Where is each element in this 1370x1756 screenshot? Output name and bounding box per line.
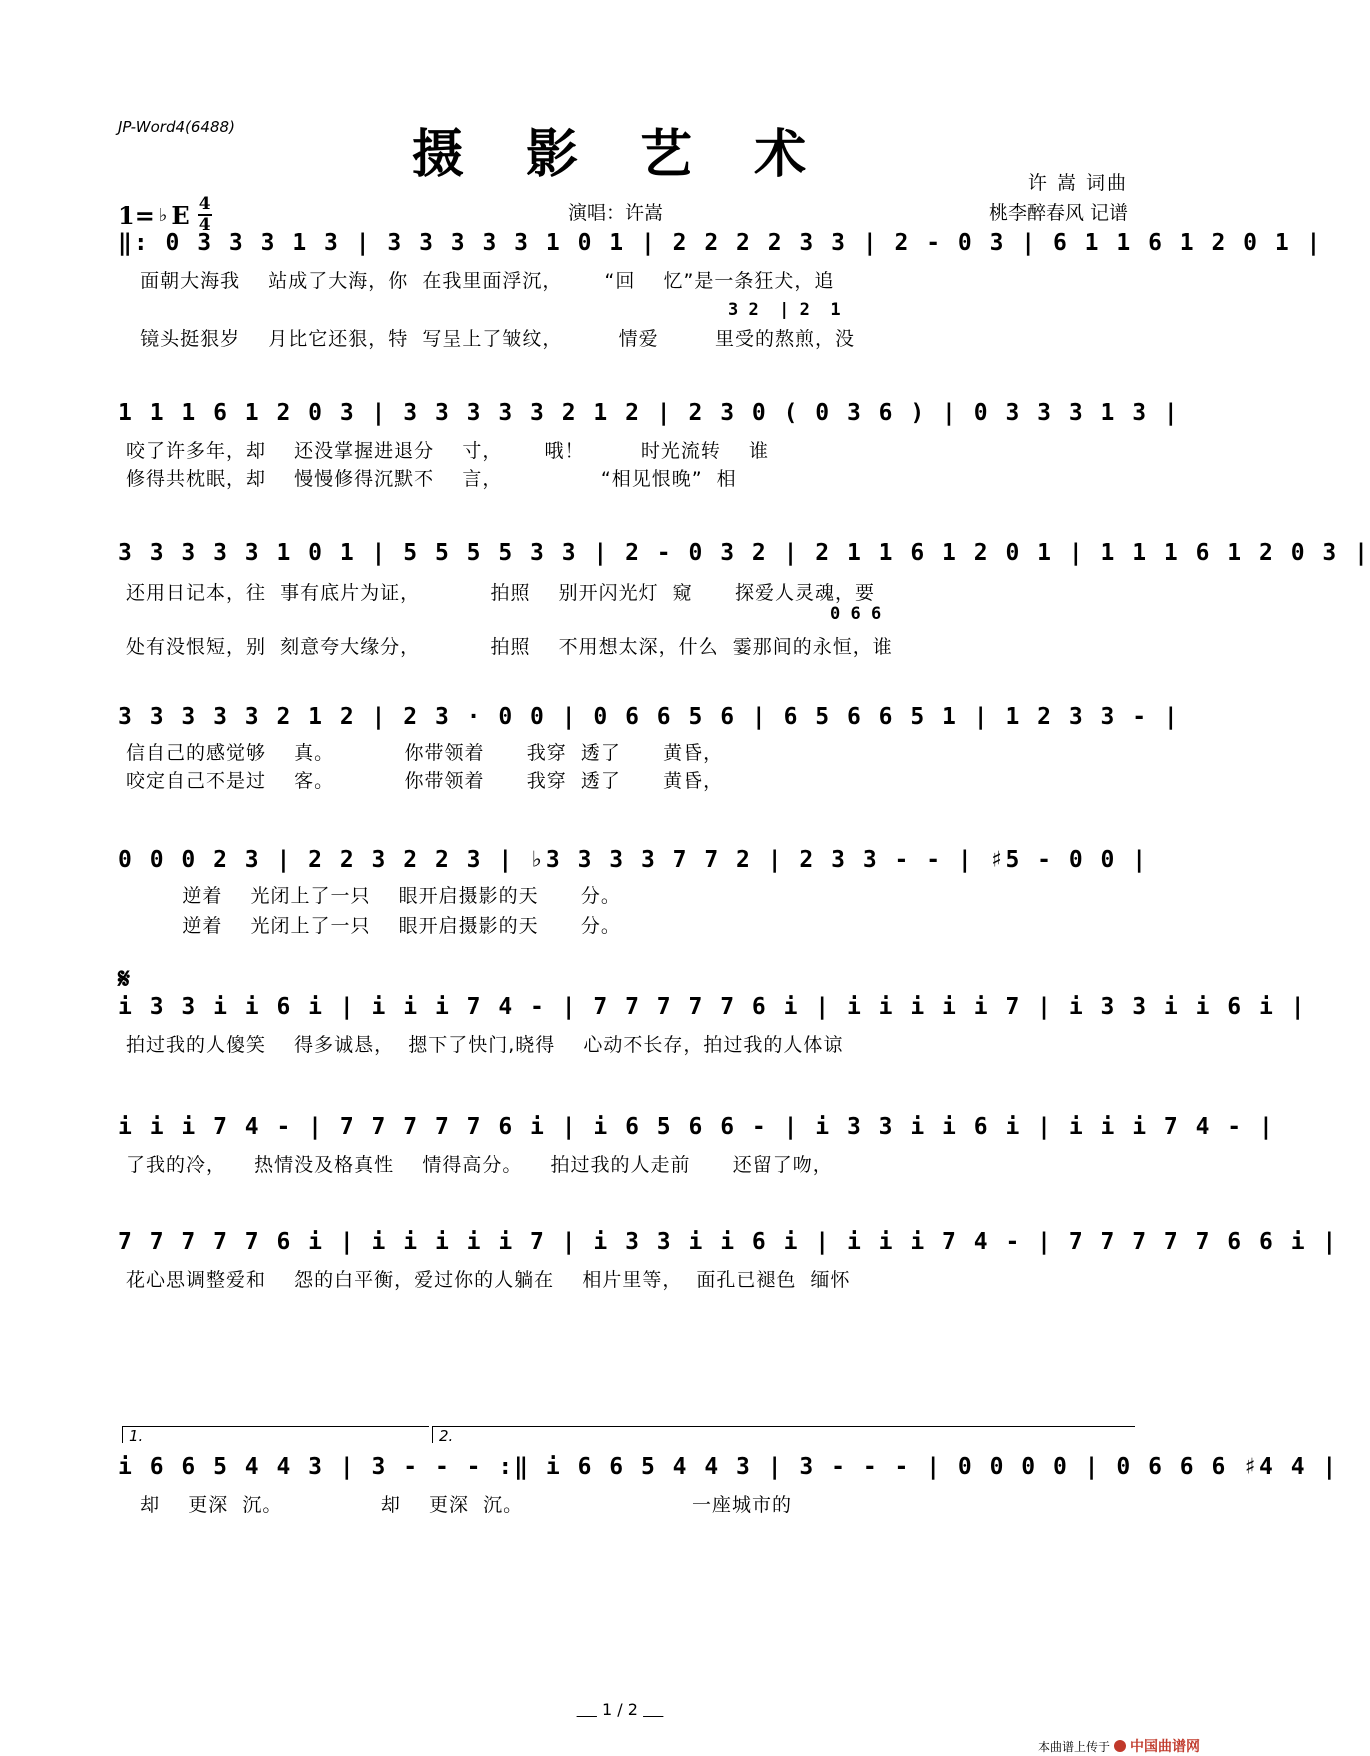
notation-line: i 6 6 5 4 4 3 | 3 - - - :‖ i 6 6 5 4 4 3 | 3 - - - | 0 0 0 0 | 0 6 6 6 ♯4 4 | xyxy=(118,1454,1339,1480)
notation-line: 1 1 1 6 1 2 0 3 | 3 3 3 3 3 2 1 2 | 2 3 0 ( 0 3 6 ) | 0 3 3 3 1 3 | xyxy=(118,400,1180,426)
page-number-text: 1 / 2 xyxy=(602,1700,638,1719)
software-tag: JP-Word4(6488) xyxy=(118,118,235,136)
volta-2-bracket xyxy=(432,1426,1135,1443)
lyric-line-1: 拍过我的人傻笑 得多诚恳， 摁下了快门,晓得 心动不长存，拍过我的人体谅 xyxy=(126,1034,844,1056)
volta-1-bracket xyxy=(122,1426,429,1443)
site-name[interactable]: 中国曲谱网 xyxy=(1130,1739,1200,1755)
upload-text: 本曲谱上传于 xyxy=(1037,1739,1110,1754)
notation-line: 0 0 0 2 3 | 2 2 3 2 2 3 | ♭3 3 3 3 7 7 2 | 2 3 3 - - | ♯5 - 0 0 | xyxy=(118,847,1149,873)
song-title: 摄 影 艺 术 xyxy=(411,124,829,185)
volta-1-label: 1. xyxy=(129,1427,144,1445)
key-note: E xyxy=(171,200,190,230)
volta-2-label: 2. xyxy=(439,1427,454,1445)
lyricist-credit: 许 嵩 词曲 xyxy=(1027,172,1128,194)
notation-line: i i i 7 4 - | 7 7 7 7 7 6 i | i 6 5 6 6 - | i 3 3 i i 6 i | i i i 7 4 - | xyxy=(118,1114,1275,1140)
lyric-line-1: 咬了许多年，却 还没掌握进退分 寸， 哦！ 时光流转 谁 xyxy=(126,440,770,462)
flat-sign: ♭ xyxy=(158,204,168,226)
segno-sign: 𝄋 xyxy=(118,962,131,995)
notation-line: i 3 3 i i 6 i | i i i 7 4 - | 7 7 7 7 7 6 i | i i i i i 7 | i 3 3 i i 6 i | xyxy=(118,994,1307,1020)
lyric-line-1: 了我的冷， 热情没及格真性 情得高分。 拍过我的人走前 还留了吻， xyxy=(126,1154,833,1176)
notation-line: 7 7 7 7 7 6 i | i i i i i 7 | i 3 3 i i 6 i | i i i 7 4 - | 7 7 7 7 7 6 6 i | xyxy=(118,1229,1339,1255)
lyric-line-2: 修得共枕眠，却 慢慢修得沉默不 言， “相见恨晚” 相 xyxy=(126,468,737,490)
time-top: 4 xyxy=(198,194,211,214)
upload-credit xyxy=(1038,1736,1200,1756)
key-prefix: 1= xyxy=(118,200,155,230)
page-number xyxy=(0,1700,1240,1719)
lyric-line-1: 花心思调整爱和 怨的白平衡，爱过你的人躺在 相片里等， 面孔已褪色 缅怀 xyxy=(126,1269,851,1291)
notation-line: ‖: 0 3 3 3 1 3 | 3 3 3 3 3 1 0 1 | 2 2 2 2 3 3 | 2 - 0 3 | 6 1 1 6 1 2 0 1 | xyxy=(118,230,1323,256)
lyric-line-1: 逆着 光闭上了一只 眼开启摄影的天 分。 xyxy=(126,885,621,907)
alt-notes: 0 6 6 xyxy=(830,604,882,624)
lyric-line-1: 面朝大海我 站成了大海，你 在我里面浮沉， “回 忆”是一条狂犬，追 xyxy=(126,270,835,292)
lyric-line-2: 逆着 光闭上了一只 眼开启摄影的天 分。 xyxy=(126,915,621,937)
singer-credit: 演唱：许嵩 xyxy=(568,202,664,224)
lyric-line-1: 却 更深 沉。 却 更深 沉。 一座城市的 xyxy=(126,1494,793,1516)
time-bottom: 4 xyxy=(198,215,211,235)
lyric-line-1: 信自己的感觉够 真。 你带领着 我穿 透了 黄昏， xyxy=(126,742,724,764)
transcriber-credit: 桃李醉春风 记谱 xyxy=(988,202,1128,224)
lyric-line-2: 咬定自己不是过 客。 你带领着 我穿 透了 黄昏， xyxy=(126,770,724,792)
notation-line: 3 3 3 3 3 2 1 2 | 2 3 · 0 0 | 0 6 6 5 6 | 6 5 6 6 5 1 | 1 2 3 3 - | xyxy=(118,704,1180,730)
site-logo-icon xyxy=(1114,1740,1126,1752)
lyric-line-2: 镜头挺狠岁 月比它还狠，特 写呈上了皱纹， 情爱 里受的熬煎，没 xyxy=(126,328,855,350)
lyric-line-1: 还用日记本，往 事有底片为证， 拍照 别开闪光灯 窥 探爱人灵魂，要 xyxy=(126,582,875,604)
alt-notes: 3 2 | 2 1 xyxy=(728,300,841,320)
lyric-line-2: 处有没恨短，别 刻意夸大缘分， 拍照 不用想太深，什么 霎那间的永恒，谁 xyxy=(126,636,893,658)
notation-line: 3 3 3 3 3 1 0 1 | 5 5 5 5 3 3 | 2 - 0 3 2 | 2 1 1 6 1 2 0 1 | 1 1 1 6 1 2 0 3 | xyxy=(118,540,1370,566)
